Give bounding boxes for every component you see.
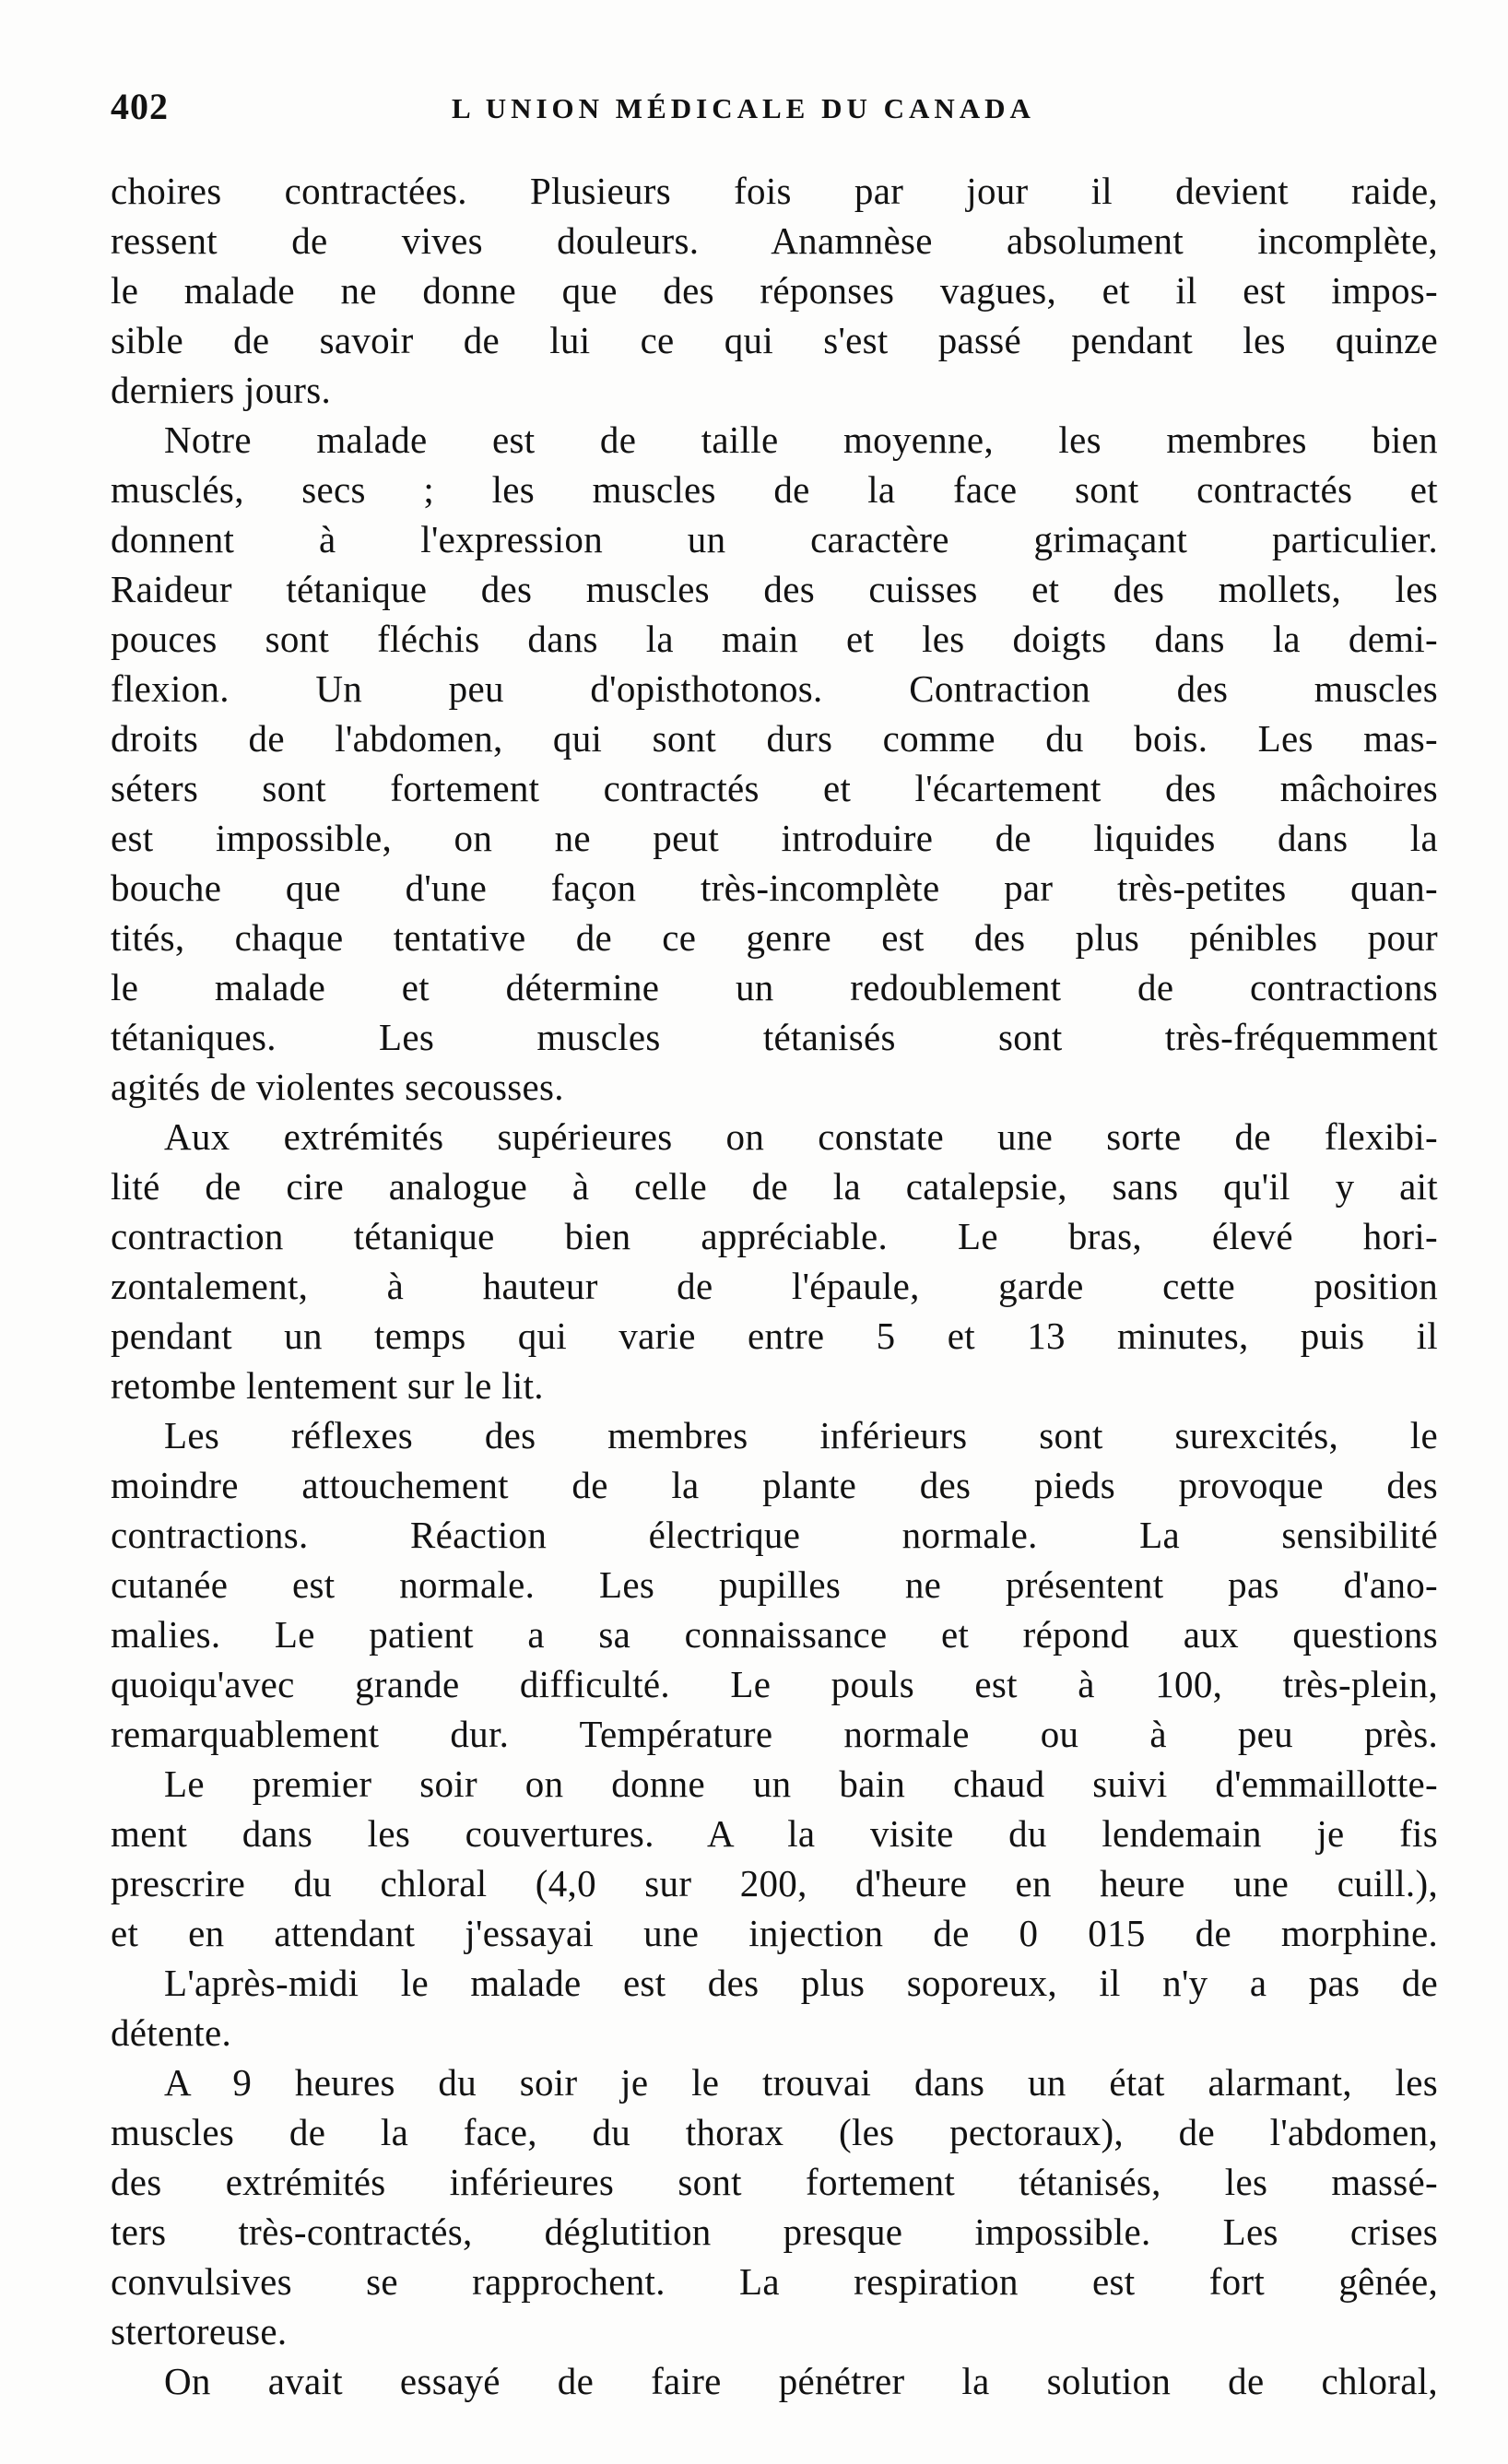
text-line: pouces sont fléchis dans la main et les doigts dans la demi- [111, 618, 1438, 660]
text-line: sible de savoir de lui ce qui s'est passé pendant les quinze [111, 319, 1438, 361]
text-line: derniers jours. [111, 369, 332, 411]
text-line: séters sont fortement contractés et l'écartement des mâchoires [111, 767, 1438, 809]
text-line: le malade ne donne que des réponses vagues, et il est impos- [111, 269, 1438, 312]
text-line: On avait essayé de faire pénétrer la solution de chloral, [164, 2360, 1438, 2402]
text-line: choires contractées. Plusieurs fois par jour il devient raide, [111, 170, 1438, 212]
text-line: agités de violentes secousses. [111, 1066, 564, 1108]
text-line: lité de cire analogue à celle de la catalepsie, sans qu'il y ait [111, 1165, 1438, 1208]
running-title: L UNION MÉDICALE DU CANADA [452, 92, 1035, 124]
text-line: ressent de vives douleurs. Anamnèse absolument incomplète, [111, 219, 1438, 262]
text-line: le malade et détermine un redoublement de contractions [111, 966, 1438, 1008]
text-line: flexion. Un peu d'opisthotonos. Contraction des muscles [111, 667, 1438, 710]
text-line: quoiqu'avec grande difficulté. Le pouls est à 100, très-plein, [111, 1663, 1438, 1705]
text-line: malies. Le patient a sa connaissance et répond aux questions [111, 1613, 1438, 1656]
text-line: cutanée est normale. Les pupilles ne présentent pas d'ano- [111, 1563, 1438, 1606]
page-number: 402 [111, 86, 169, 127]
text-line: Les réflexes des membres inférieurs sont surexcités, le [164, 1414, 1438, 1456]
text-line: tités, chaque tentative de ce genre est des plus pénibles pour [111, 916, 1438, 959]
text-line: ment dans les couvertures. A la visite du lendemain je fis [111, 1812, 1438, 1855]
text-line: remarquablement dur. Température normale ou à peu près. [111, 1713, 1438, 1755]
text-line: Raideur tétanique des muscles des cuisses et des mollets, les [111, 568, 1438, 610]
text-line: L'après-midi le malade est des plus soporeux, il n'y a pas de [164, 1962, 1438, 2004]
text-line: stertoreuse. [111, 2310, 288, 2352]
text-line: ters très-contractés, déglutition presque impossible. Les crises [111, 2211, 1438, 2253]
body-text [111, 166, 1438, 2406]
text-line: musclés, secs ; les muscles de la face sont contractés et [111, 468, 1438, 511]
text-line: contractions. Réaction électrique normale. La sensibilité [111, 1514, 1438, 1556]
text-line: Le premier soir on donne un bain chaud suivi d'emmaillotte- [164, 1763, 1438, 1805]
text-line: est impossible, on ne peut introduire de liquides dans la [111, 817, 1438, 859]
text-line: Notre malade est de taille moyenne, les membres bien [164, 419, 1438, 461]
text-line: muscles de la face, du thorax (les pectoraux), de l'abdomen, [111, 2111, 1438, 2153]
text-line: donnent à l'expression un caractère grimaçant particulier. [111, 518, 1438, 560]
text-line: détente. [111, 2011, 232, 2054]
text-line: pendant un temps qui varie entre 5 et 13 minutes, puis il [111, 1315, 1438, 1357]
text-line: A 9 heures du soir je le trouvai dans un état alarmant, les [164, 2061, 1438, 2104]
text-line: droits de l'abdomen, qui sont durs comme du bois. Les mas- [111, 717, 1438, 760]
text-line: contraction tétanique bien appréciable. Le bras, élevé hori- [111, 1215, 1438, 1257]
text-line: convulsives se rapprochent. La respiration est fort gênée, [111, 2260, 1438, 2303]
text-line: des extrémités inférieures sont fortement tétanisés, les massé- [111, 2161, 1438, 2203]
text-line: zontalement, à hauteur de l'épaule, garde cette position [111, 1265, 1438, 1307]
text-line: retombe lentement sur le lit. [111, 1364, 544, 1407]
text-line: prescrire du chloral (4,0 sur 200, d'heure en heure une cuill.), [111, 1862, 1438, 1904]
text-line: et en attendant j'essayai une injection de 0 015 de morphine. [111, 1912, 1438, 1954]
text-line: tétaniques. Les muscles tétanisés sont très-fréquemment [111, 1016, 1438, 1058]
text-line: Aux extrémités supérieures on constate une sorte de flexibi- [164, 1115, 1438, 1158]
page-header [111, 85, 1447, 140]
text-line: bouche que d'une façon très-incomplète par très-petites quan- [111, 867, 1438, 909]
text-line: moindre attouchement de la plante des pieds provoque des [111, 1464, 1438, 1506]
